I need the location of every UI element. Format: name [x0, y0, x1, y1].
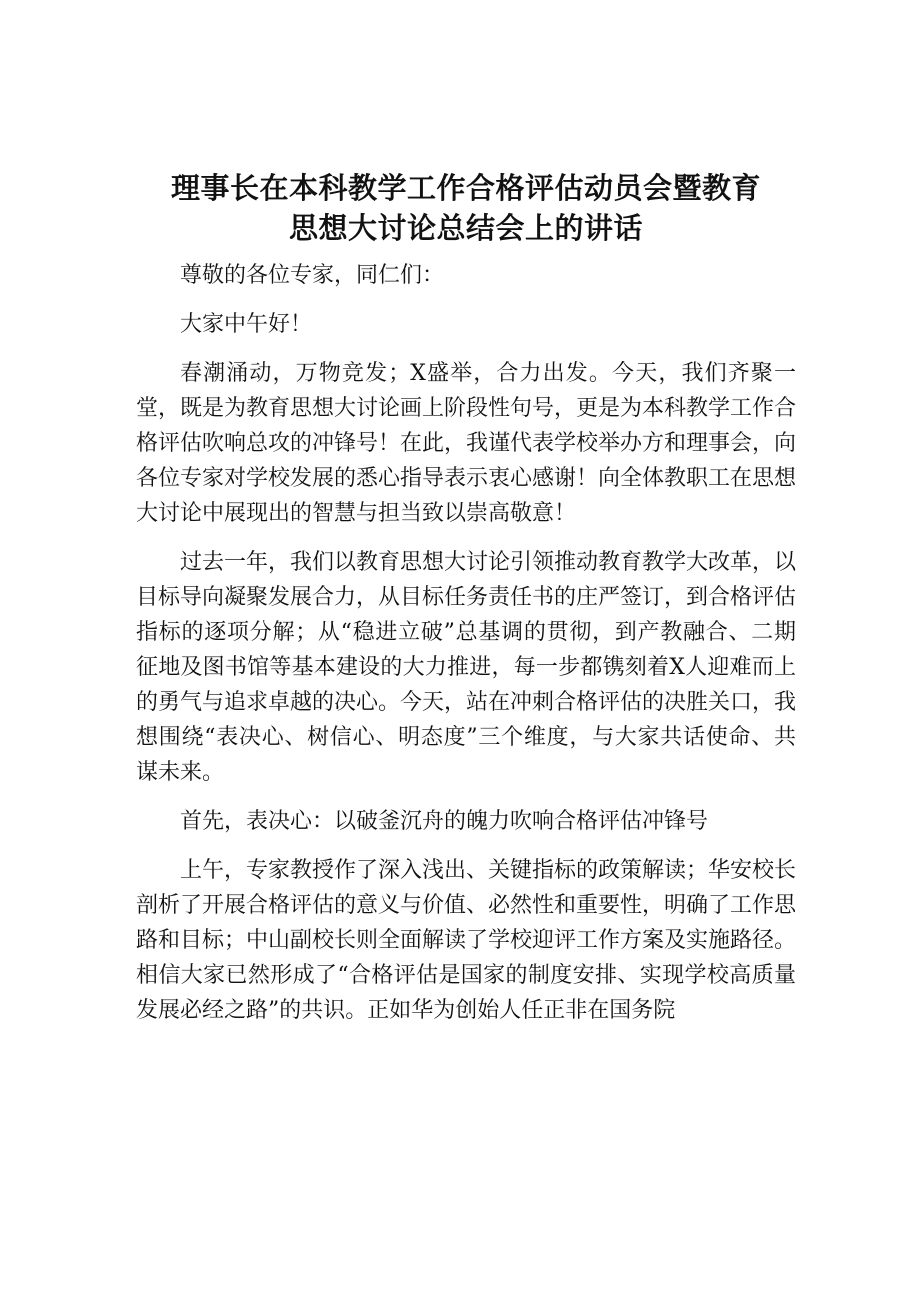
title-line-2: 思想大讨论总结会上的讲话 — [288, 211, 643, 245]
salutation: 尊敬的各位专家，同仁们： — [180, 263, 445, 288]
document-body — [136, 168, 796, 1042]
title-line-1: 理事长在本科教学工作合格评估动员会暨教育 — [170, 171, 761, 205]
document-title — [136, 168, 796, 248]
paragraph-review: 过去一年，我们以教育思想大讨论引领推动教育教学大改革，以目标导向凝聚发展合力，从目标任务责任书的庄严签订，到合格评估指标的逐项分解；从“稳进立破”总基调的贯彻，到产教融合、二期征地及图书馆等基本建设的大力推进，每一步都镌刻着X人迎难而上的勇气与追求卓越的决心。今天，站在冲刺合格评估的决胜关口，我想围绕“表决心、树信心、明态度”三个维度，与大家共话使命、共谋未来。 — [136, 550, 797, 785]
paragraph-consensus: 上午，专家教授作了深入浅出、关键指标的政策解读；华安校长剖析了开展合格评估的意义与价值、必然性和重要性，明确了工作思路和目标；中山副校长则全面解读了学校迎评工作方案及实施路径。相信大家已然形成了“合格评估是国家的制度安排、实现学校高质量发展必经之路”的共识。正如华为创始人任正非在国务院 — [136, 858, 797, 1023]
section-heading-first: 首先，表决心：以破釜沉舟的魄力吹响合格评估冲锋号 — [180, 809, 709, 834]
paragraph-opening: 春潮涌动，万物竞发；X盛举，合力出发。今天，我们齐聚一堂，既是为教育思想大讨论画上阶段性句号，更是为本科教学工作合格评估吹响总攻的冲锋号！在此，我谨代表学校举办方和理事会，向各位专家对学校发展的悉心指导表示衷心感谢！向全体教职工在思想大讨论中展现出的智慧与担当致以崇高敬意！ — [136, 361, 797, 526]
greeting: 大家中午好！ — [180, 312, 313, 337]
